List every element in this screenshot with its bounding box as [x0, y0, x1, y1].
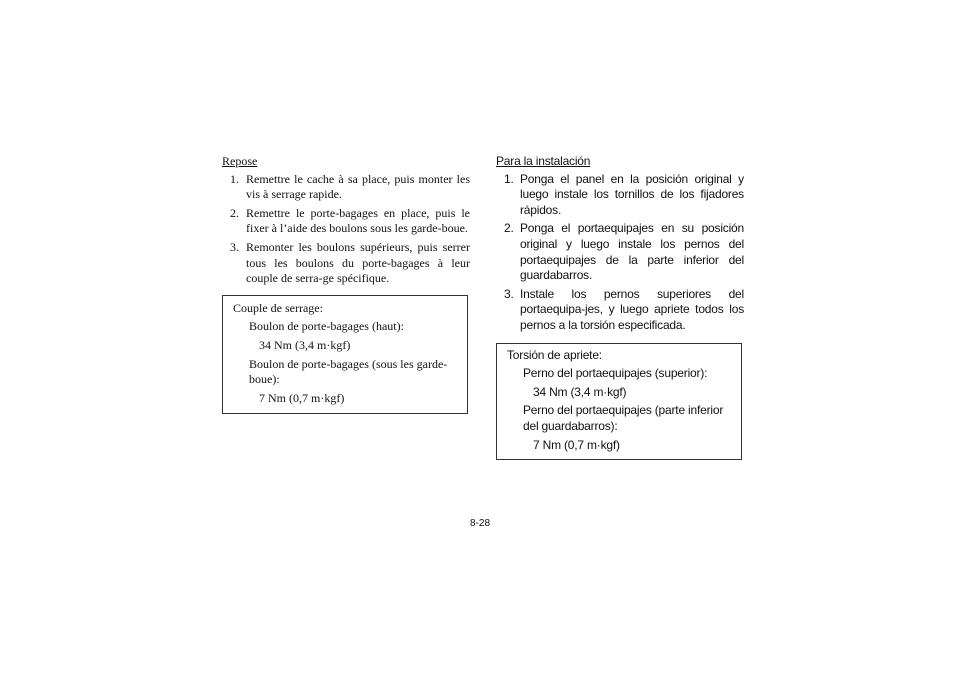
step-number: 2.	[230, 205, 239, 220]
step-text: Ponga el panel en la posición original y luego instale los tornillos de los fijadores rápidos.	[520, 171, 744, 217]
step-number: 3.	[504, 286, 514, 301]
spec-item-label: Perno del portaequipajes (superior):	[523, 366, 708, 381]
step-text: Remettre le porte-bagages en place, puis le fixer à l’aide des boulons sous les garde-boue.	[246, 205, 470, 236]
spanish-column	[496, 154, 744, 460]
spec-heading: Torsión de apriete:	[507, 347, 602, 362]
spec-item-label: Boulon de porte-bagages (sous les garde-boue):	[249, 356, 448, 387]
spec-item-value: 34 Nm (3,4 m·kgf)	[533, 384, 627, 399]
spec-item-label: Perno del portaequipajes (parte inferior del guardabarros):	[523, 403, 724, 433]
french-torque-spec-box	[222, 295, 468, 415]
spec-item-value: 7 Nm (0,7 m·kgf)	[533, 437, 620, 452]
spec-item-label: Boulon de porte-bagages (haut):	[249, 319, 404, 334]
spanish-section-title: Para la instalación	[496, 154, 591, 168]
step-text: Instale los pernos superiores del portaequipa-jes, y luego apriete todos los pernos a la torsión especificada.	[520, 286, 744, 332]
french-step	[222, 206, 470, 237]
french-steps-list	[222, 172, 470, 287]
spanish-steps-list	[496, 172, 744, 334]
spec-item-value: 34 Nm (3,4 m·kgf)	[259, 337, 351, 352]
spanish-step	[496, 221, 744, 283]
step-text: Ponga el portaequipajes en su posición original y luego instale los pernos del portaequipajes de la parte inferior del guardabarros.	[520, 221, 744, 283]
spanish-step	[496, 287, 744, 334]
french-step	[222, 172, 470, 203]
step-text: Remonter les boulons supérieurs, puis serrer tous les boulons du porte-bagages à leur couple de serra-ge spécifique.	[246, 239, 470, 286]
french-section-title: Repose	[222, 154, 258, 168]
step-number: 1.	[504, 171, 514, 186]
french-column	[222, 154, 470, 414]
spanish-step	[496, 172, 744, 219]
french-step	[222, 240, 470, 287]
spec-item-value: 7 Nm (0,7 m·kgf)	[259, 390, 345, 405]
spec-heading: Couple de serrage:	[233, 300, 323, 315]
step-number: 3.	[230, 239, 239, 254]
step-number: 1.	[230, 171, 239, 186]
page-number: 8-28	[469, 518, 490, 529]
step-number: 2.	[504, 221, 514, 236]
spanish-torque-spec-box	[496, 343, 742, 461]
step-text: Remettre le cache à sa place, puis monter les vis à serrage rapide.	[246, 171, 470, 202]
